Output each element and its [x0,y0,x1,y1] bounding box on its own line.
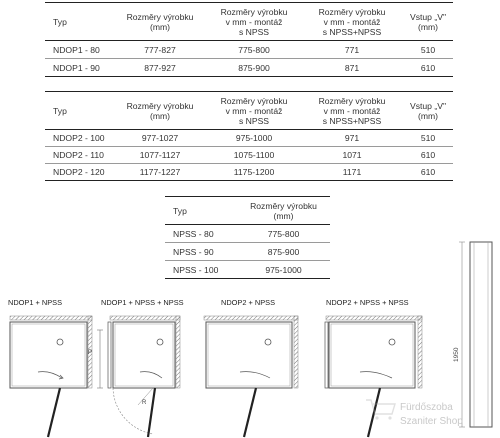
cell: 977-1027 [113,130,207,147]
cell: 777-827 [113,41,207,59]
cell: 510 [403,130,453,147]
header-cell: Rozměry výrobku v mm - montáž s NPSS [207,3,301,41]
diagram-label-ndop2-npss: NDOP2 + NPSS [221,298,276,307]
cell: NDOP1 - 90 [45,59,113,77]
cell: NPSS - 90 [165,243,237,261]
diagram-label-ndop2-npss-npss: NDOP2 + NPSS + NPSS [326,298,409,307]
cell: 1075-1100 [207,147,301,164]
header-cell: Rozměry výrobku (mm) [237,197,330,225]
dimension-p: P [88,350,93,356]
shopping-cart-icon [366,400,395,420]
diagram-label-ndop1-npss-npss: NDOP1 + NPSS + NPSS [101,298,184,307]
header-cell: Rozměry výrobku v mm - montáž s NPSS [207,92,301,130]
dimension-height: 1950 [453,347,460,362]
dimension-r: R [142,400,147,406]
drawing-ndop1-npss [10,316,92,437]
watermark-line2: Szaniter Shop [400,416,463,427]
cell: NDOP1 - 80 [45,41,113,59]
cell: 775-800 [207,41,301,59]
header-cell: Rozměry výrobku v mm - montáž s NPSS+NPSS [301,92,403,130]
cell: NDOP2 - 100 [45,130,113,147]
header-cell: Rozměry výrobku (mm) [113,3,207,41]
header-cell: Rozměry výrobku (mm) [113,92,207,130]
header-cell: Vstup „V" (mm) [403,92,453,130]
header-cell: Typ [45,3,113,41]
cell: 877-927 [113,59,207,77]
drawing-ndop1-npss-npss [97,316,180,437]
header-cell: Rozměry výrobku v mm - montáž s NPSS+NPSS [301,3,403,41]
cell: NDOP2 - 120 [45,164,113,181]
drawing-side-elevation [459,242,492,427]
cell: 875-900 [237,243,330,261]
cell: NDOP2 - 110 [45,147,113,164]
cell: 510 [403,41,453,59]
cell: NPSS - 100 [165,261,237,279]
cell: 875-900 [207,59,301,77]
cell: 871 [301,59,403,77]
cell: 1071 [301,147,403,164]
cell: 1177-1227 [113,164,207,181]
cell: 975-1000 [237,261,330,279]
drawing-ndop2-npss [204,316,298,437]
cell: 971 [301,130,403,147]
diagram-label-ndop1-npss: NDOP1 + NPSS [8,298,63,307]
cell: 775-800 [237,225,330,243]
cell: 771 [301,41,403,59]
cell: 1077-1127 [113,147,207,164]
cell: 610 [403,164,453,181]
cell: 1171 [301,164,403,181]
watermark-line1: Fürdőszoba [400,402,453,413]
cell: NPSS - 80 [165,225,237,243]
header-cell: Vstup „V" (mm) [403,3,453,41]
cell: 610 [403,59,453,77]
header-cell: Typ [165,197,237,225]
header-cell: Typ [45,92,113,130]
cell: 1175-1200 [207,164,301,181]
cell: 610 [403,147,453,164]
cell: 975-1000 [207,130,301,147]
